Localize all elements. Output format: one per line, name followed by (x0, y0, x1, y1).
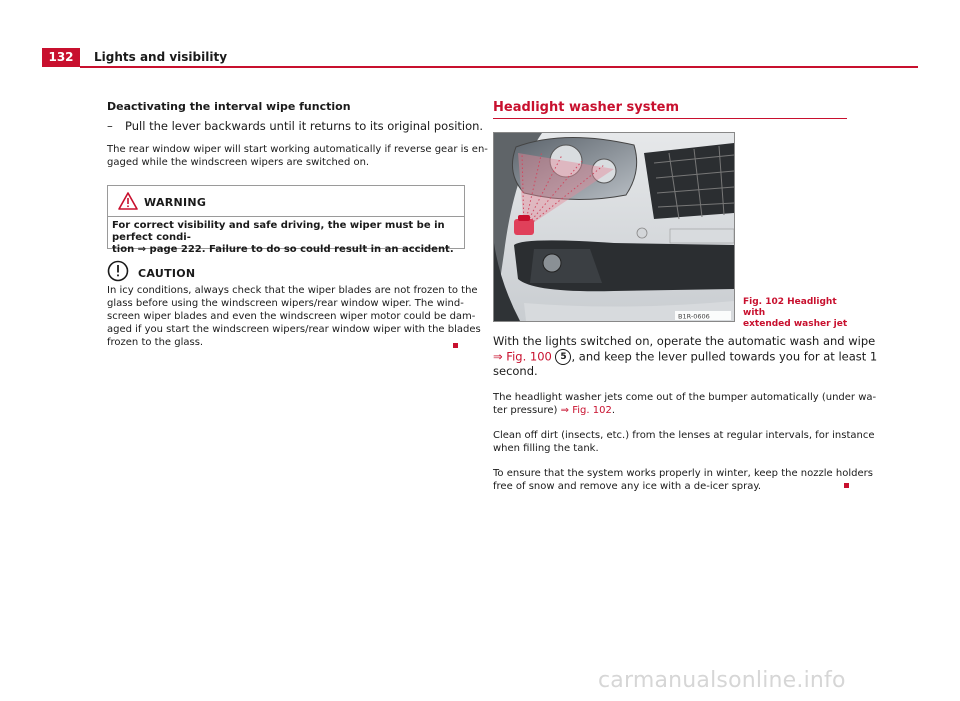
figure-caption-line-2: extended washer jet (743, 319, 848, 329)
caution-line-5: frozen to the glass. (107, 337, 204, 348)
caution-line-4: aged if you start the windscreen wipers/rear window wiper with the blades (107, 324, 481, 335)
warning-box (107, 185, 465, 255)
caution-title: CAUTION (138, 267, 196, 280)
intro-line-3: second. (493, 364, 538, 378)
intro-line-1: With the lights switched on, operate the automatic wash and wipe (493, 334, 876, 348)
p1-line-2-a: ter pressure) (493, 405, 558, 416)
intro-line-2-rest: , and keep the lever pulled towards you for at least 1 (571, 349, 878, 364)
warning-line-1: For correct visibility and safe driving, the wiper must be in perfect condi- (112, 220, 445, 243)
section-end-marker-right (844, 483, 849, 488)
warning-text (112, 220, 460, 256)
warning-title: WARNING (144, 196, 207, 209)
figure-code: B1R-0606 (678, 312, 710, 321)
caution-line-3: screen wiper blades and even the windscreen wiper motor could be dam- (107, 311, 476, 322)
page-header-title: Lights and visibility (94, 50, 228, 64)
intro-line-2 (493, 349, 877, 365)
p2-line-1: Clean off dirt (insects, etc.) from the lenses at regular intervals, for instance (493, 430, 875, 441)
fig-100-link[interactable]: ⇒ Fig. 100 (493, 349, 552, 364)
step-dash: – (107, 119, 113, 133)
section-heading-interval-wipe: Deactivating the interval wipe function (107, 100, 351, 113)
car-front-illustration (494, 133, 734, 321)
callout-number-5: 5 (555, 349, 571, 365)
fig-102-link[interactable]: ⇒ Fig. 102 (560, 405, 612, 416)
p1-line-1: The headlight washer jets come out of the bumper automatically (under wa- (493, 392, 877, 403)
header-rule (80, 66, 918, 68)
para-rear-wiper-1: The rear window wiper will start working automatically if reverse gear is en- (107, 144, 488, 155)
caution-line-2: glass before using the windscreen wipers/rear window wiper. The wind- (107, 298, 464, 309)
p2-line-2: when filling the tank. (493, 443, 599, 454)
figure-caption-line-1: Fig. 102 Headlight with (743, 297, 837, 318)
page-number: 132 (42, 48, 80, 67)
watermark: carmanualsonline.info (598, 668, 846, 693)
caution-icon (107, 260, 129, 282)
warning-triangle-icon (118, 192, 138, 210)
p1-line-2 (493, 404, 615, 417)
caution-line-1: In icy conditions, always check that the wiper blades are not frozen to the (107, 285, 478, 296)
warning-header (108, 186, 464, 217)
section-title-headlight-washer: Headlight washer system (493, 100, 680, 115)
para-rear-wiper-2: gaged while the windscreen wipers are switched on. (107, 157, 370, 168)
section-title-rule (493, 118, 847, 119)
p3-line-2: free of snow and remove any ice with a de-icer spray. (493, 481, 762, 492)
figure-caption (743, 297, 853, 330)
section-end-marker (453, 343, 458, 348)
step-text: Pull the lever backwards until it returns to its original position. (125, 119, 484, 133)
p1-line-2-b: . (611, 405, 615, 416)
figure-headlight-washer (493, 132, 735, 322)
p3-line-1: To ensure that the system works properly in winter, keep the nozzle holders (493, 468, 873, 479)
warning-line-2: tion ⇒ page 222. Failure to do so could result in an accident. (112, 244, 454, 255)
